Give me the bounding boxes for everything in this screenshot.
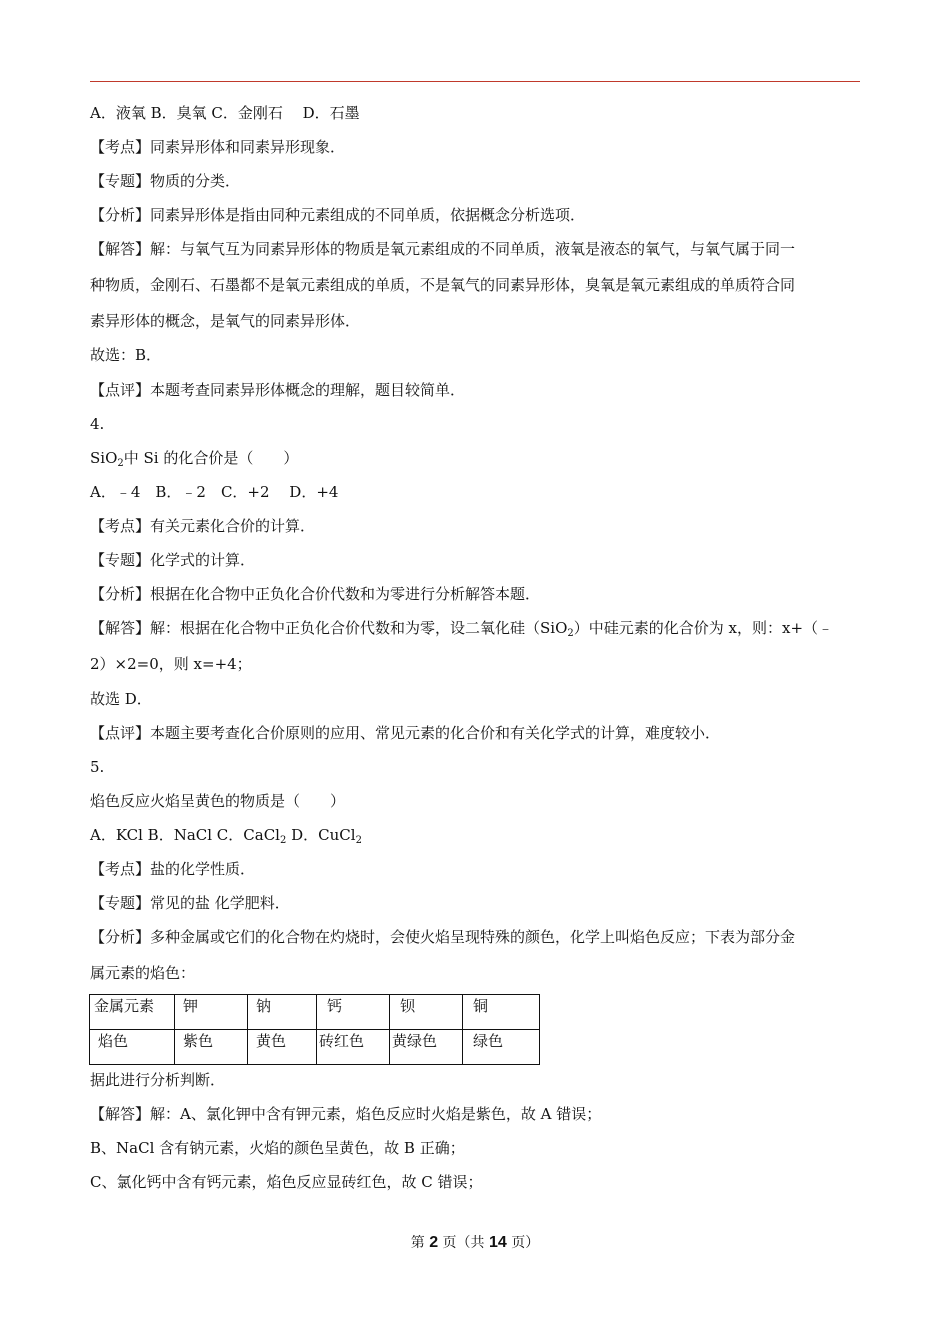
- table-cell: 紫色: [175, 1030, 248, 1065]
- table-row: [90, 1030, 540, 1065]
- table-cell: 铜: [463, 995, 540, 1030]
- q3-kaodian: 【考点】同素异形体和同素异形现象．: [90, 138, 346, 156]
- q3-dianping: 【点评】本题考查同素异形体概念的理解，题目较简单．: [90, 381, 466, 399]
- q4-dianping: 【点评】本题主要考查化合价原则的应用、常见元素的化合价和有关化学式的计算，难度较小．: [90, 724, 721, 742]
- q3-zhuanti: 【专题】物质的分类．: [90, 172, 241, 190]
- q3-answer: 故选：B．: [90, 346, 162, 364]
- table-cell: 金属元素: [90, 995, 175, 1030]
- q3-jieda-line2: 种物质，金刚石、石墨都不是氧元素组成的单质，不是氧气的同素异形体，臭氧是氧元素组成的单质符合同: [90, 276, 796, 294]
- q5-after-table: 据此进行分析判断．: [90, 1071, 226, 1089]
- page-footer: [0, 1232, 950, 1252]
- q4-stem-text: 中 Si 的化合价是（ ）: [123, 449, 299, 467]
- footer-page-number: 2: [429, 1234, 439, 1251]
- q5-options-subscript-d: 2: [355, 835, 362, 846]
- header-rule: [90, 81, 860, 82]
- q4-stem: [90, 448, 298, 468]
- q4-jieda-subscript: 2: [567, 628, 574, 639]
- q5-kaodian: 【考点】盐的化学性质．: [90, 860, 256, 878]
- q5-jieda-line1: 【解答】解：A、氯化钾中含有钾元素，焰色反应时火焰是紫色，故 A 错误；: [90, 1105, 602, 1123]
- footer-total-pages: 14: [489, 1234, 507, 1251]
- q5-options-d: D．CuCl: [286, 826, 356, 844]
- q5-options-subscript-c: 2: [279, 835, 287, 846]
- q3-options: A．液氧 B．臭氧 C．金刚石 D．石墨: [90, 104, 360, 122]
- table-cell: 焰色: [90, 1030, 175, 1065]
- q4-stem-formula: SiO: [90, 449, 118, 467]
- q4-options: A．﹣4 B．﹣2 C．+2 D．+4: [90, 483, 339, 501]
- q4-jieda-line2: 2）×2=0，则 x=+4；: [90, 655, 252, 673]
- q5-options: [90, 825, 362, 845]
- table-cell: 钡: [390, 995, 463, 1030]
- footer-suffix: 页）: [506, 1235, 540, 1251]
- q5-fenxi-line1: 【分析】多种金属或它们的化合物在灼烧时，会使火焰呈现特殊的颜色，化学上叫焰色反应；下表为部分金: [90, 928, 796, 946]
- q4-jieda-line1: [90, 618, 833, 638]
- q5-zhuanti: 【专题】常见的盐 化学肥料．: [90, 894, 290, 912]
- table-cell: 钾: [175, 995, 248, 1030]
- q5-stem: 焰色反应火焰呈黄色的物质是（ ）: [90, 792, 346, 810]
- q5-number: 5.: [90, 758, 105, 776]
- table-row: [90, 995, 540, 1030]
- table-cell: 钙: [317, 995, 390, 1030]
- q3-fenxi: 【分析】同素异形体是指由同种元素组成的不同单质，依据概念分析选项．: [90, 206, 586, 224]
- footer-prefix: 第: [410, 1235, 430, 1251]
- table-cell: 黄绿色: [390, 1030, 463, 1065]
- flame-color-table: [89, 994, 540, 1065]
- q4-fenxi: 【分析】根据在化合物中正负化合价代数和为零进行分析解答本题．: [90, 585, 541, 603]
- q3-jieda-line3: 素异形体的概念，是氧气的同素异形体．: [90, 312, 361, 330]
- table-cell: 钠: [248, 995, 317, 1030]
- q5-jieda-line3: C、氯化钙中含有钙元素，焰色反应显砖红色，故 C 错误；: [90, 1173, 483, 1191]
- table-cell: 绿色: [463, 1030, 540, 1065]
- q5-options-a-c: A．KCl B．NaCl C．CaCl: [90, 826, 280, 844]
- q4-kaodian: 【考点】有关元素化合价的计算．: [90, 517, 316, 535]
- q4-jieda-text-b: ）中硅元素的化合价为 x，则：x+（﹣: [573, 619, 834, 637]
- q5-fenxi-line2: 属元素的焰色：: [90, 964, 196, 982]
- q4-number: 4.: [90, 415, 105, 433]
- table-cell: 黄色: [248, 1030, 317, 1065]
- q4-zhuanti: 【专题】化学式的计算．: [90, 551, 256, 569]
- q5-jieda-line2: B、NaCl 含有钠元素，火焰的颜色呈黄色，故 B 正确；: [90, 1139, 465, 1157]
- q3-jieda-line1: 【解答】解：与氧气互为同素异形体的物质是氧元素组成的不同单质，液氧是液态的氧气，与氧气属于同一: [90, 240, 796, 258]
- q4-stem-subscript: 2: [117, 458, 124, 469]
- q4-jieda-text-a: 【解答】解：根据在化合物中正负化合价代数和为零，设二氧化硅（SiO: [90, 619, 568, 637]
- table-cell: 砖红色: [317, 1030, 390, 1065]
- q4-answer: 故选 D．: [90, 690, 152, 708]
- footer-middle: 页（共: [438, 1235, 489, 1251]
